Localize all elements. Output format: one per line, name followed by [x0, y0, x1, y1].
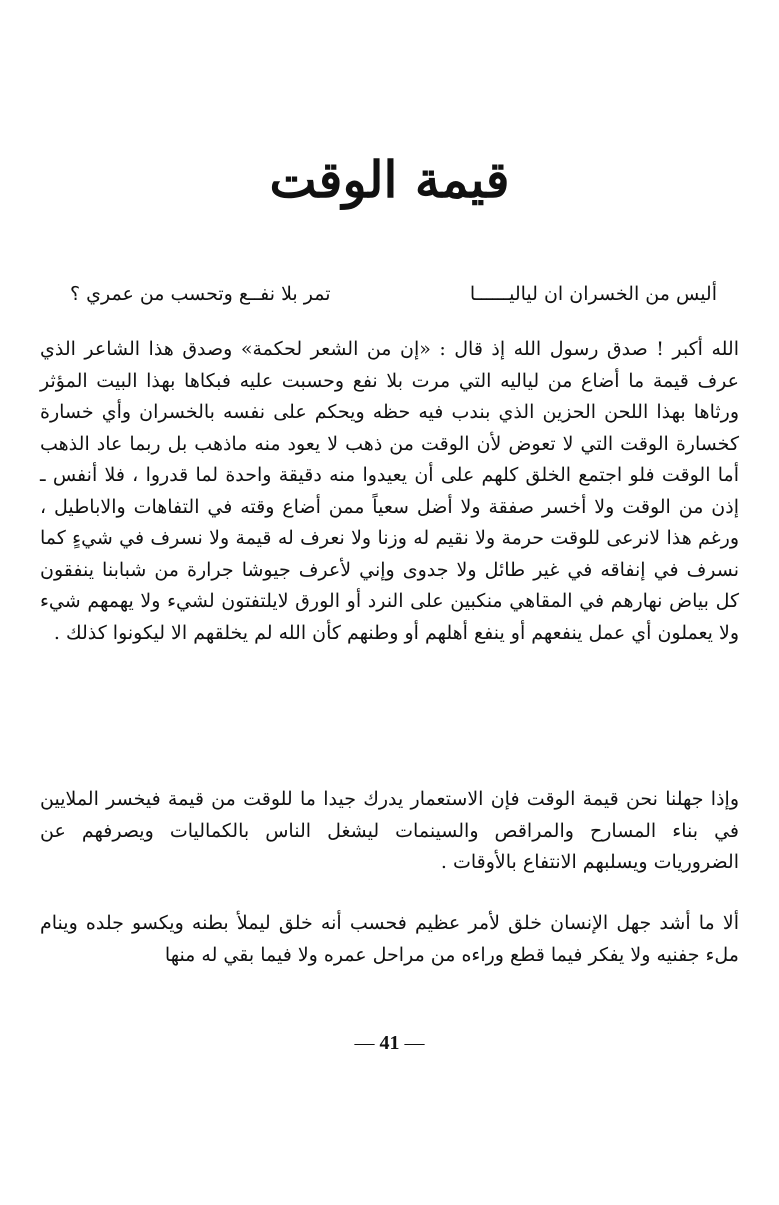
page-number-dash-right: —	[404, 1032, 425, 1054]
paragraph-2: وإذا جهلنا نحن قيمة الوقت فإن الاستعمار يدرك جيدا ما للوقت من قيمة فيخسر الملايين في بناء المسارح والمراقص والسينمات ليشغل الناس بالكماليات ويصرفهم عن الضروريات ويسلبهم الانتفاع بالأوقات .	[40, 788, 739, 873]
chapter-title: قيمة الوقت	[269, 150, 510, 209]
poem-first-hemistich: أليس من الخسران ان لياليــــــا	[469, 283, 717, 305]
paragraph-1: الله أكبر ! صدق رسول الله إذ قال : «إن من الشعر لحكمة» وصدق هذا الشاعر الذي عرف قيمة ما أضاع من لياليه التي مرت بلا نفع وحسبت عليه فبكاها بهذا البيت المؤثر ورثاها بهذا اللحن الحزين الذي بندب فيه حظه ويحكم على نفسه بالخسران وأي خسارة كخسارة الوقت التي لا تعوض لأن الوقت من ذهب لا يعود منه ماذهب بل ربما عاد الذهب أما الوقت فلو اجتمع الخلق كلهم على أن يعيدوا منه دقيقة واحدة لما قدروا ، فلا أنفس ـ إذن من الوقت ولا أخسر صفقة ولا أضل سعياً ممن أضاع وقته في التفاهات والاباطيل ، ورغم هذا لانرعى للوقت حرمة ولا نقيم له وزنا ولا نعرف له قيمة ولا نسرف في شيءٍ كما نسرف في إنفاقه في غير طائل ولا جدوى وإني لأعرف جيوشا جرارة من شبابنا ينفقون كل بياض نهارهم في المقاهي منكبين على النرد أو الورق لايلتفتون لشيء ولا يهمهم شيء ولا يعملون أي عمل ينفعهم أو ينفع أهلهم أو وطنهم كأن الله لم يخلقهم الا ليكونوا كذلك .	[40, 338, 739, 644]
poem-second-hemistich: تمر بلا نفــع وتحسب من عمري ؟	[70, 283, 331, 305]
page-number-dash-left: —	[354, 1032, 375, 1054]
page-number-footer	[0, 1032, 779, 1055]
page-number: 41	[379, 1032, 400, 1054]
paragraph-3: ألا ما أشد جهل الإنسان خلق لأمر عظيم فحسب أنه خلق ليملأ بطنه ويكسو جلده وينام ملء جفنيه ولا يفكر فيما قطع وراءه من مراحل عمره ولا فيما بقي له منها	[40, 912, 739, 966]
